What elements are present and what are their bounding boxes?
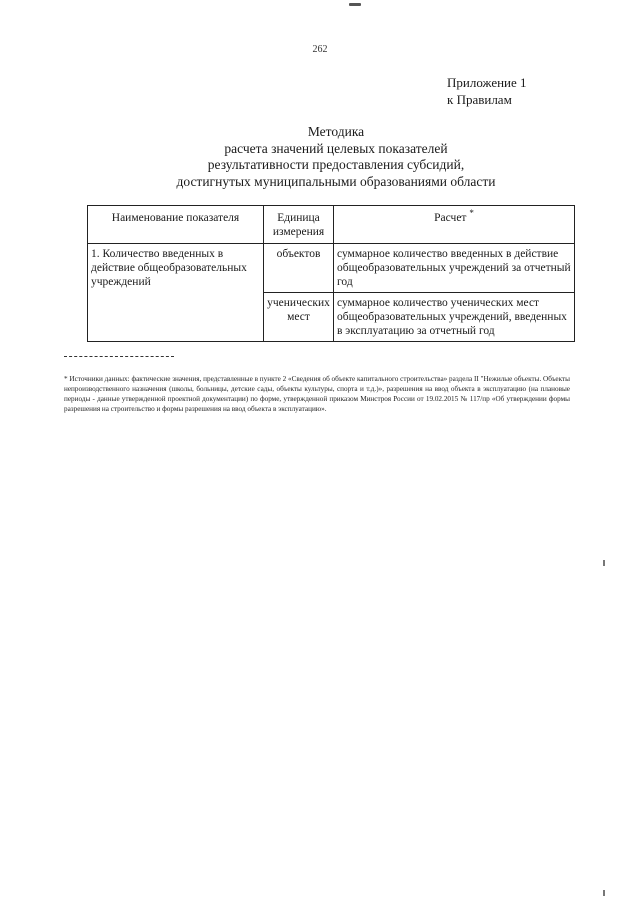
table-row xyxy=(88,244,575,293)
calculation-cell: суммарное количество введенных в действие общеобразовательных учреждений за отчетный год xyxy=(334,244,575,293)
scan-artifact-dot xyxy=(603,890,605,896)
scan-artifact-dot xyxy=(603,560,605,566)
scan-artifact-mark xyxy=(349,3,361,6)
indicators-table xyxy=(87,205,575,342)
title-line-1: Методика xyxy=(307,124,365,139)
indicator-name-cell: 1. Количество введенных в действие общеобразовательных учреждений xyxy=(88,244,264,342)
title-line-4: достигнутых муниципальными образованиями области xyxy=(176,173,496,189)
appendix-line-2: к Правилам xyxy=(447,92,512,107)
page-number: 262 xyxy=(312,44,328,55)
unit-cell: ученических мест xyxy=(264,293,334,342)
header-unit: Единица измерения xyxy=(264,206,334,244)
footnote-separator xyxy=(64,356,174,357)
header-calculation xyxy=(334,206,575,244)
document-title xyxy=(0,124,640,190)
unit-cell: объектов xyxy=(264,244,334,293)
appendix-reference xyxy=(447,74,527,108)
footnote-marker: * xyxy=(469,208,474,219)
title-line-3: результативности предоставления субсидий, xyxy=(207,157,465,172)
header-indicator-name: Наименование показателя xyxy=(88,206,264,244)
footnote-text: * Источники данных: фактические значения, представленные в пункте 2 «Сведения об объекте капитального строительства» раздела II "Нежилые объекты. Объекты непроизводственного назначения (школы, больницы, детские сады, объекты культуры, спорта и т.д.)», разрешения на ввод объекта в эксплуатацию (на плановые периоды - данные утвержденной проектной документации) по форме, утвержденной приказом Минстроя России от 19.02.2015 № 117/пр «Об утверждении формы разрешения на строительство и формы разрешения на ввод объекта в эксплуатацию». xyxy=(64,375,570,413)
title-line-2: расчета значений целевых показателей xyxy=(224,140,448,156)
header-calculation-label: Расчет xyxy=(434,212,467,224)
calculation-cell: суммарное количество ученических мест общеобразовательных учреждений, введенных в эксплуатацию за отчетный год xyxy=(334,293,575,342)
table-header-row xyxy=(88,206,575,244)
appendix-line-1: Приложение 1 xyxy=(447,75,527,90)
